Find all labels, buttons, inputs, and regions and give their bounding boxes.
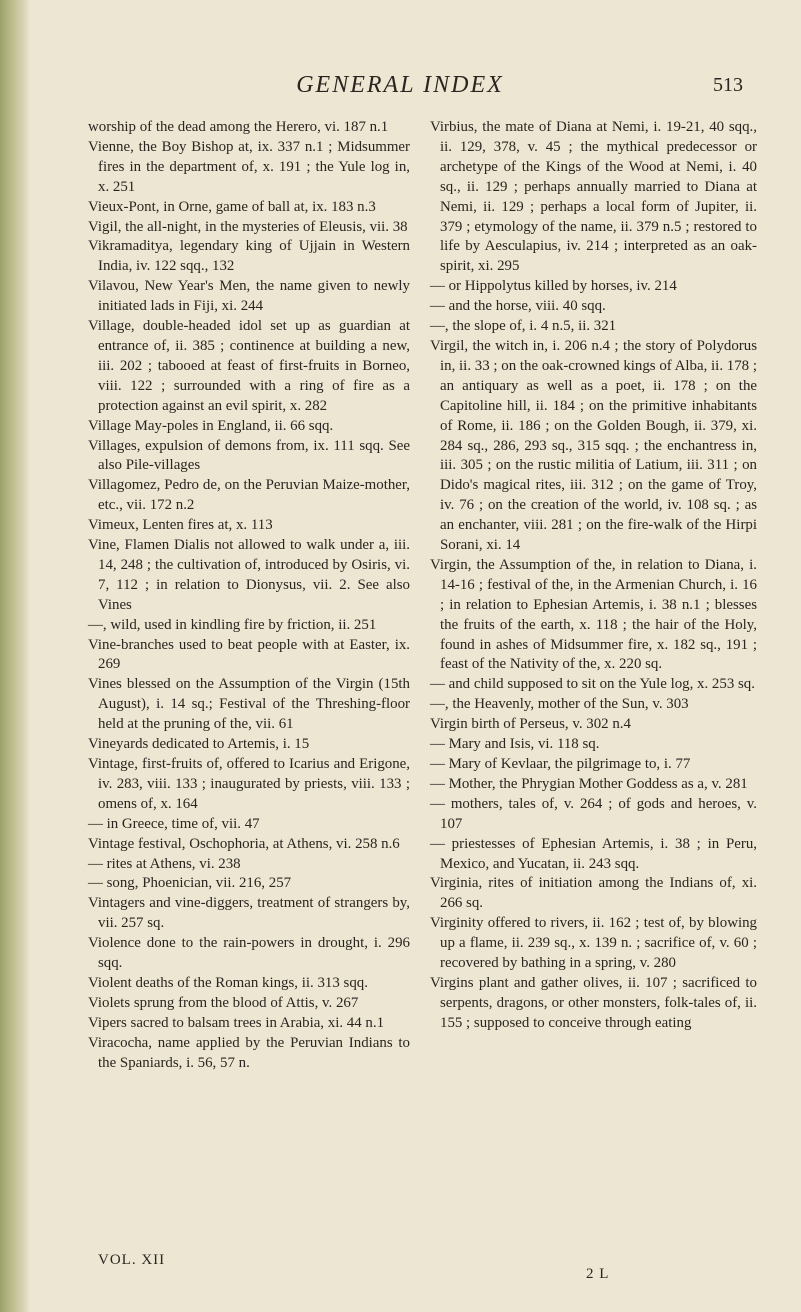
printer-signature: 2 L (586, 1266, 610, 1282)
index-column-right (430, 118, 757, 1034)
index-entry: —, wild, used in kindling fire by friction, ii. 251 (88, 616, 377, 633)
index-entry: Violence done to the rain-powers in drought, i. 296 sqq. (88, 935, 410, 972)
index-entry: Vimeux, Lenten fires at, x. 113 (88, 517, 273, 534)
index-entry: — song, Phoenician, vii. 216, 257 (88, 875, 292, 892)
volume-label: VOL. XII (98, 1252, 166, 1268)
index-entry: Vines blessed on the Assumption of the Virgin (15th August), i. 14 sq.; Festival of the Threshing-floor held at the pruning of the, vii. 61 (88, 676, 410, 733)
index-entry: — and the horse, viii. 40 sqq. (430, 298, 606, 315)
index-entry: Vintage, first-fruits of, offered to Icarius and Erigone, iv. 283, viii. 133 ; inaugurated by priests, viii. 133 ; omens of, x. 164 (88, 756, 410, 812)
index-entry: Vienne, the Boy Bishop at, ix. 337 n.1 ; Midsummer fires in the department of, x. 191 ; the Yule log in, x. 251 (88, 138, 410, 195)
index-entry: worship of the dead among the Herero, vi. 187 n.1 (88, 119, 389, 135)
book-spine-shadow (0, 0, 30, 1312)
index-entry: Vipers sacred to balsam trees in Arabia, xi. 44 n.1 (88, 1014, 385, 1031)
index-entry: Vine-branches used to beat people with at Easter, ix. 269 (88, 636, 410, 673)
index-entry: Village, double-headed idol set up as guardian at entrance of, ii. 385 ; continence at building a new, iii. 202 ; tabooed at feast of first-fruits in Borneo, viii. 122 ; surrounded with a ring of fire as a protection against an evil spirit, x. 282 (88, 318, 410, 414)
index-column-left (88, 118, 410, 1074)
index-entry: Vigil, the all-night, in the mysteries of Eleusis, vii. 38 (88, 218, 408, 235)
index-entry: Vintage festival, Oschophoria, at Athens, vi. 258 n.6 (88, 835, 400, 852)
index-entry: Vintagers and vine-diggers, treatment of strangers by, vii. 257 sq. (88, 895, 410, 932)
index-entry: Virbius, the mate of Diana at Nemi, i. 19-21, 40 sqq., ii. 129, 378, v. 45 ; the mythical predecessor or archetype of the Kings of the Wood at Nemi, i. 40 sq., ii. 129 ; perhaps annually married to Diana at Nemi, ii. 129 ; perhaps a local form of Jupiter, ii. 379 ; etymology of the name, ii. 379 n.5 ; restored to life by Aesculapius, iv. 214 ; interpreted as an oak-spirit, xi. 295 (430, 119, 757, 275)
index-entry: Village May-poles in England, ii. 66 sqq. (88, 417, 334, 434)
index-entry: Vilavou, New Year's Men, the name given to newly initiated lads in Fiji, xi. 244 (88, 278, 410, 315)
index-entry: — mothers, tales of, v. 264 ; of gods and heroes, v. 107 (430, 795, 757, 832)
index-entry: — Mary of Kevlaar, the pilgrimage to, i. 77 (430, 756, 691, 772)
index-entry: Vikramaditya, legendary king of Ujjain in Western India, iv. 122 sqq., 132 (88, 238, 410, 275)
index-entry: Virginia, rites of initiation among the Indians of, xi. 266 sq. (430, 875, 757, 912)
index-entry: Violets sprung from the blood of Attis, v. 267 (88, 994, 359, 1011)
index-entry: Virgin, the Assumption of the, in relation to Diana, i. 14-16 ; festival of the, in the Armenian Church, i. 16 ; in relation to Ephesian Artemis, i. 38 n.1 ; blesses the fruits of the earth, x. 118 ; the hair of the Holy, found in ashes of Midsummer fire, x. 182 sq., 191 ; feast of the Nativity of the, x. 220 sq. (430, 556, 757, 673)
index-entry: —, the slope of, i. 4 n.5, ii. 321 (430, 318, 617, 335)
index-entry: —, the Heavenly, mother of the Sun, v. 303 (430, 696, 689, 713)
index-entry: — in Greece, time of, vii. 47 (88, 815, 260, 832)
index-entry: Virginity offered to rivers, ii. 162 ; test of, by blowing up a flame, ii. 239 sq., x. 139 n. ; sacrifice of, v. 60 ; recovered by bathing in a spring, v. 280 (430, 915, 757, 972)
page-number: 513 (713, 74, 743, 96)
index-entry: Virgil, the witch in, i. 206 n.4 ; the story of Polydorus in, ii. 33 ; on the oak-crowned kings of Alba, ii. 178 ; an antiquary as well as a poet, ii. 178 ; on the Capitoline hill, ii. 184 ; on the primitive inhabitants of Rome, ii. 186 ; on the Golden Bough, ii. 379, xi. 284 sq., 286, 293 sq., 315 sqq. ; the enchantress in, iii. 305 ; on the rustic militia of Latium, iii. 311 ; on Dido's magical rites, iii. 312 ; on the game of Troy, iv. 76 ; on the creation of the world, iv. 108 sq. ; as an enchanter, viii. 281 ; on the fire-walk of the Hirpi Sorani, xi. 14 (430, 337, 757, 554)
index-entry: — or Hippolytus killed by horses, iv. 214 (430, 278, 677, 295)
index-entry: — and child supposed to sit on the Yule log, x. 253 sq. (430, 676, 755, 693)
index-entry: Villagomez, Pedro de, on the Peruvian Maize-mother, etc., vii. 172 n.2 (88, 477, 410, 514)
index-entry: — Mother, the Phrygian Mother Goddess as a, v. 281 (430, 775, 748, 792)
index-entry: Viracocha, name applied by the Peruvian Indians to the Spaniards, i. 56, 57 n. (88, 1034, 410, 1071)
index-entry: Vineyards dedicated to Artemis, i. 15 (88, 736, 310, 753)
running-header: GENERAL INDEX (296, 72, 504, 98)
index-entry: — Mary and Isis, vi. 118 sq. (430, 736, 600, 753)
index-entry: — rites at Athens, vi. 238 (88, 855, 241, 872)
index-entry: Violent deaths of the Roman kings, ii. 313 sqq. (88, 974, 368, 991)
index-entry: Vieux-Pont, in Orne, game of ball at, ix. 183 n.3 (88, 198, 376, 215)
index-entry: Vine, Flamen Dialis not allowed to walk under a, iii. 14, 248 ; the cultivation of, introduced by Osiris, vi. 7, 112 ; in relation to Dionysus, vii. 2. See also Vines (88, 537, 410, 613)
index-entry: Virgin birth of Perseus, v. 302 n.4 (430, 716, 631, 733)
index-entry: Villages, expulsion of demons from, ix. 111 sqq. See also Pile-villages (88, 437, 410, 474)
index-entry: Virgins plant and gather olives, ii. 107 ; sacrificed to serpents, dragons, or other monsters, folk-tales of, ii. 155 ; supposed to conceive through eating (430, 974, 757, 1031)
index-entry: — priestesses of Ephesian Artemis, i. 38 ; in Peru, Mexico, and Yucatan, ii. 243 sqq. (430, 835, 757, 872)
